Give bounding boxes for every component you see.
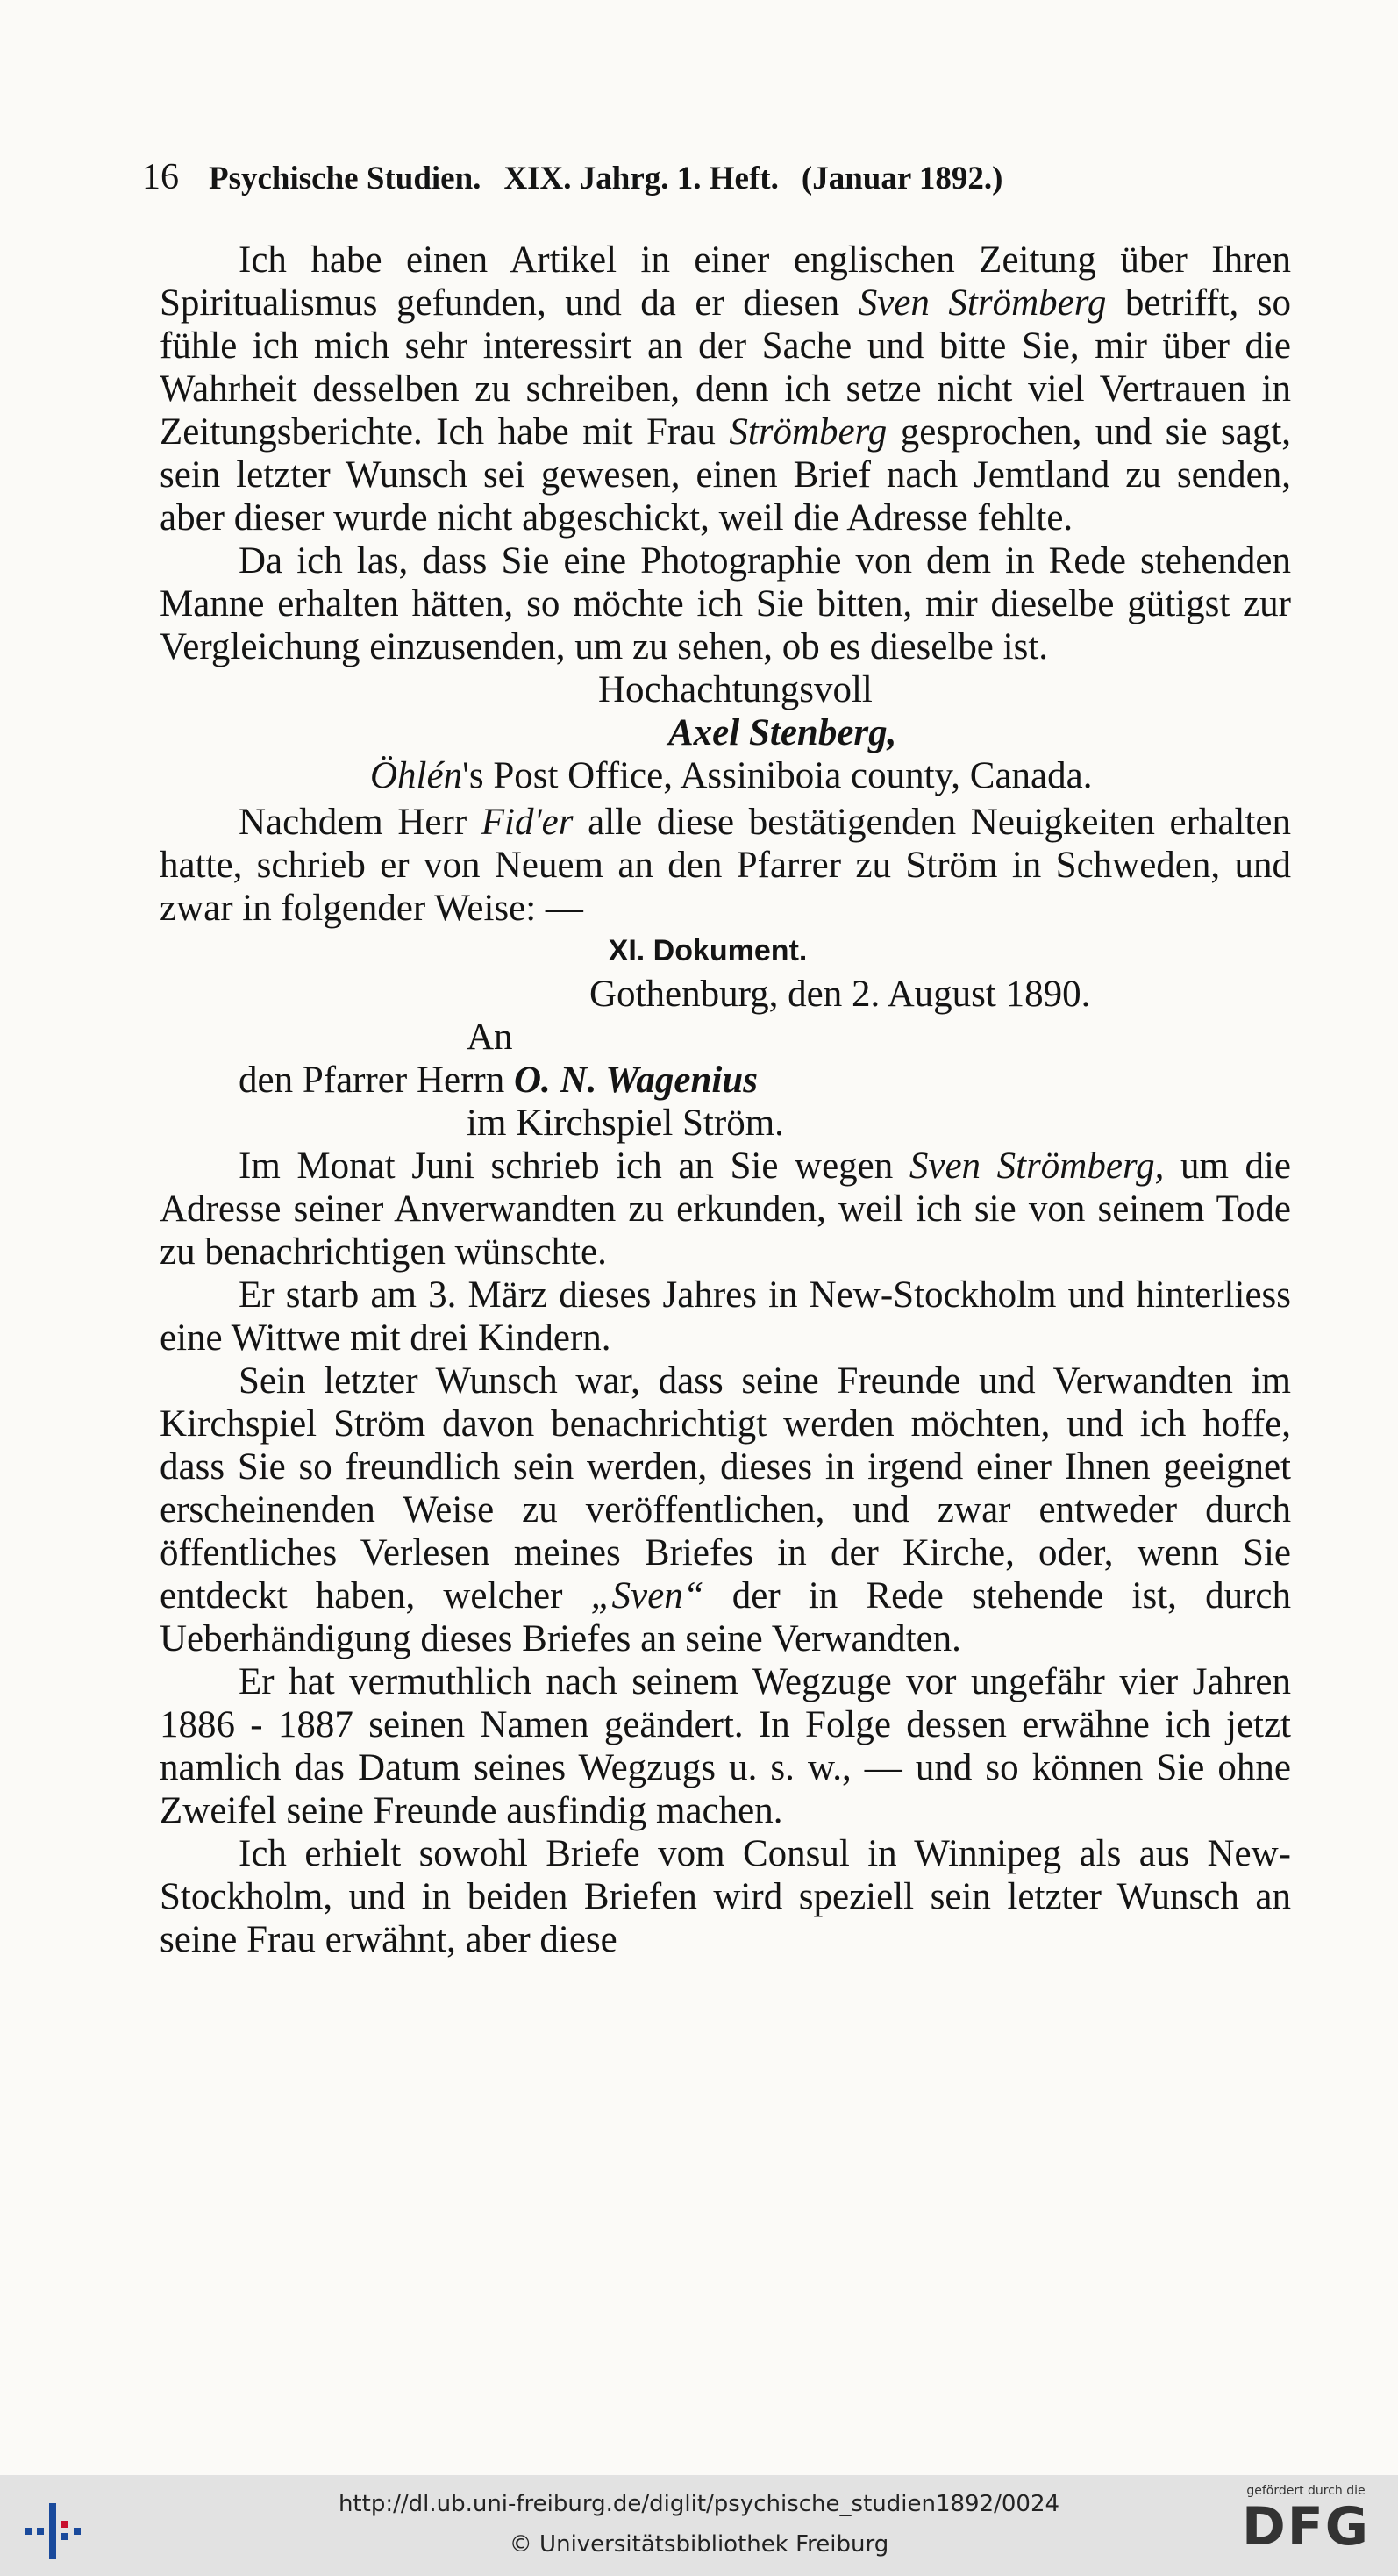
running-header [142, 156, 1221, 198]
paragraph: Da ich las, dass Sie eine Photographie von dem in Rede stehenden Manne erhalten hätten, so möchte ich Sie bitten, mir dieselbe gütigst zur Vergleichung einzusenden, um zu sehen, ob es dieselbe ist. [160, 540, 1291, 667]
paragraph: Nachdem Herr Fid'er alle diese bestätigenden Neuigkeiten erhalten hatte, schrieb er von Neuem an den Pfarrer zu Ström in Schweden, und zwar in folgender Weise: — [160, 802, 1291, 929]
paragraph: Ich erhielt sowohl Briefe vom Consul in Winnipeg als aus New-Stockholm, und in beiden Briefen wird speziell sein letzter Wunsch an seine Frau erwähnt, aber diese [160, 1833, 1291, 1960]
paragraph: Ich habe einen Artikel in einer englischen Zeitung über Ihren Spiritualismus gefunden, und da er diesen Sven Strömberg betrifft, so fühle ich mich sehr interessirt an der Sache und bitte Sie, mir über die Wahrheit desselben zu schreiben, denn ich setze nicht viel Vertrauen in Zeitungsberichte. Ich habe mit Frau Strömberg gesprochen, und sie sagt, sein letzter Wunsch sei gewesen, einen Brief nach Jemtland zu senden, aber dieser wurde nicht abgeschickt, weil die Adresse fehlte. [160, 239, 1292, 539]
signature: Axel Stenberg, [668, 712, 897, 753]
source-url[interactable]: http://dl.ub.uni-freiburg.de/diglit/psychische_studien1892/0024 [338, 2491, 1060, 2517]
closing: Hochachtungsvoll [598, 669, 873, 710]
document-heading: XI. Dokument. [608, 934, 808, 967]
body-text [160, 239, 1291, 1961]
salutation-an: An [467, 1017, 513, 1058]
page-number: 16 [142, 157, 179, 197]
paragraph: Er hat vermuthlich nach seinem Wegzuge vor ungefähr vier Jahren 1886 - 1887 seinen Namen geändert. In Folge dessen erwähne ich jetzt namlich das Datum seines Wegzugs u. s. w., — und so können Sie ohne Zweifel seine Freunde ausfindig machen. [160, 1661, 1291, 1831]
volume-info: XIX. Jahrg. 1. Heft. [503, 161, 779, 196]
recipient: den Pfarrer Herrn O. N. Wagenius [239, 1060, 758, 1101]
paragraph: Er starb am 3. März dieses Jahres in New-Stockholm und hinterliess eine Wittwe mit drei Kindern. [160, 1274, 1291, 1359]
paragraph: Im Monat Juni schrieb ich an Sie wegen Sven Strömberg, um die Adresse seiner Anverwandten zu erkunden, weil ich sie von seinem Tode zu benachrichtigen wünschte. [160, 1145, 1292, 1273]
journal-title: Psychische Studien. [209, 161, 481, 196]
issue-date: (Januar 1892.) [801, 161, 1003, 196]
paragraph: Sein letzter Wunsch war, dass seine Freunde und Verwandten im Kirchspiel Ström davon benachrichtigt werden möchten, und ich hoffe, dass Sie so freundlich sein werden, dieses in irgend einer Ihnen geeignet erscheinenden Weise zu veröffentlichen, und zwar entweder durch öffentliches Verlesen meines Briefes in der Kirche, oder, wenn Sie entdeckt haben, welcher „Sven“ der in Rede stehende ist, durch Ueberhändigung dieses Briefes an seine Verwandten. [160, 1360, 1291, 1659]
sender-address: Öhlén's Post Office, Assiniboia county, Canada. [370, 755, 1093, 796]
recipient-parish: im Kirchspiel Ström. [467, 1102, 784, 1144]
copyright: © Universitätsbibliothek Freiburg [509, 2531, 889, 2558]
dfg-logo: gefördert durch die DFG [1241, 2484, 1371, 2558]
dateline: Gothenburg, den 2. August 1890. [589, 974, 1091, 1015]
footer-bar [0, 2475, 1398, 2576]
